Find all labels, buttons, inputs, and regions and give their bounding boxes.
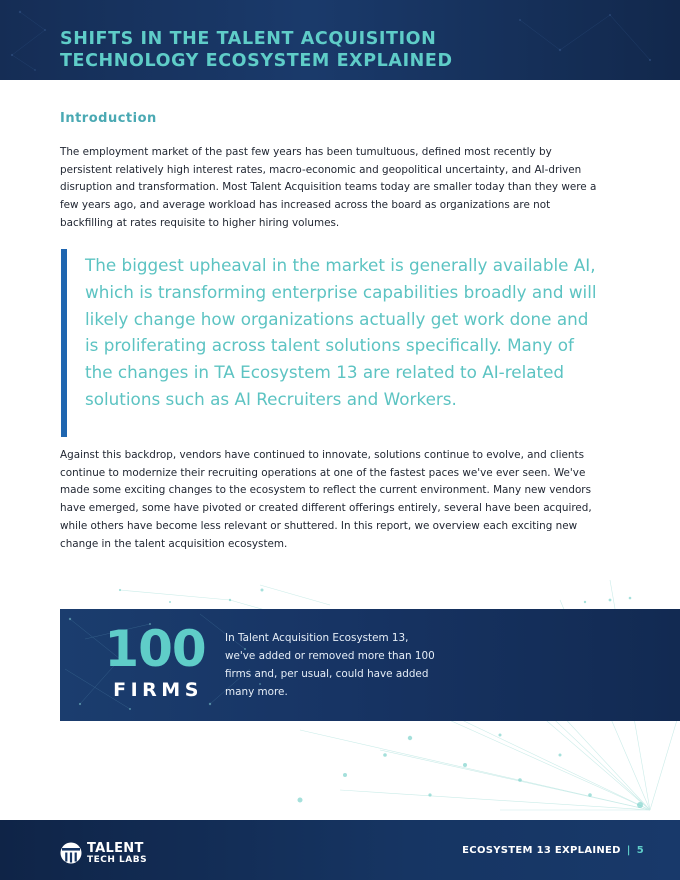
footer-doc-title: ECOSYSTEM 13 EXPLAINED [462,845,621,856]
page-title: SHIFTS IN THE TALENT ACQUISITION TECHNOLOGY ECOSYSTEM EXPLAINED [60,29,453,71]
logo-text-tech-labs: TECH LABS [87,855,148,865]
footer-separator: | [626,845,631,856]
body-paragraph: Against this backdrop, vendors have continued to innovate, solutions continue to evolve, and clients continue to modernize their recruiting operations at one of the fastest paces we've ever seen. We've made some exciting changes to the ecosystem to reflect the current environment. Many new vendors have emerged, some have pivoted or created different offerings entirely, several have been acquired, while others have become less relevant or shuttered. In this report, we overview each exciting new change in the talent acquisition ecosystem. [60,449,592,550]
talent-tech-labs-logo-icon [60,842,82,864]
page-header [0,0,680,80]
footer-running-title [462,845,644,856]
logo-text-talent: TALENT [87,841,144,856]
section-heading: Introduction [60,111,157,126]
intro-paragraph: The employment market of the past few years has been tumultuous, defined most recently by persistent relatively high interest rates, macro-economic and geopolitical uncertainty, and AI-driven disruption and transformation. Most Talent Acquisition teams today are smaller today than they were a few years ago, and average workload has increased across the board as organizations are not backfilling at rates requisite to higher hiring volumes. [60,146,597,229]
page-footer [0,820,680,880]
pull-quote-text: The biggest upheaval in the market is generally available AI, which is transforming enterprise capabilities broadly and will likely change how organizations actually get work done and is proliferating across talent solutions specifically. Many of the changes in TA Ecosystem 13 are related to AI-related solutions such as AI Recruiters and Workers. [85,255,597,409]
page-number: 5 [636,845,644,856]
stat-description: In Talent Acquisition Ecosystem 13, we've added or removed more than 100 firms and, per usual, could have added many more. [225,632,435,698]
stat-number: 100 [104,620,206,678]
pull-quote [61,249,601,437]
stat-callout [60,609,680,721]
stat-label: FIRMS [113,679,203,701]
